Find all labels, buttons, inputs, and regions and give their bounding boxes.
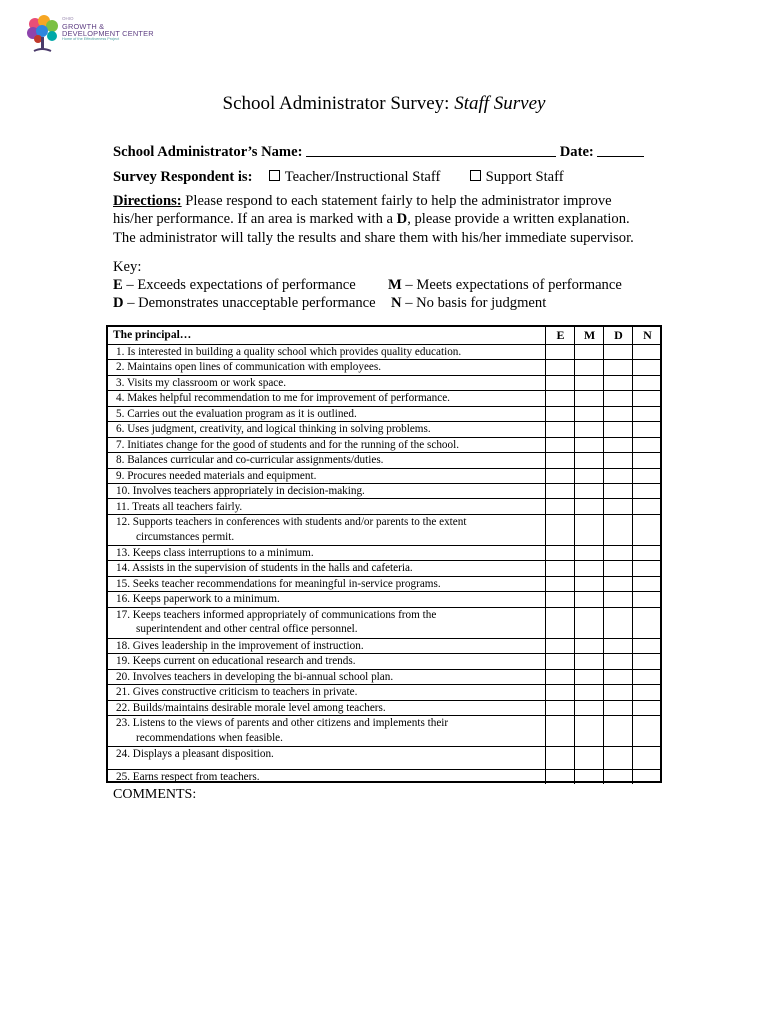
rating-cell-m[interactable] [575, 653, 603, 668]
survey-item-text [116, 561, 542, 576]
rating-cell-m[interactable] [575, 499, 603, 514]
rating-cell-d[interactable] [604, 684, 632, 699]
rating-cell-d[interactable] [604, 437, 632, 452]
rating-cell-n[interactable] [633, 499, 661, 514]
survey-item-text [116, 670, 542, 685]
survey-item-line: 25. Earns respect from teachers. [116, 771, 260, 783]
survey-item-line: 13. Keeps class interruptions to a minimum. [116, 546, 314, 559]
survey-item-line: 15. Seeks teacher recommendations for meaningful in-service programs. [116, 577, 441, 590]
key-line-2 [113, 295, 547, 312]
rating-cell-m[interactable] [575, 344, 603, 359]
column-header-m: M [583, 328, 596, 342]
survey-item-text [116, 546, 542, 561]
survey-item-text [116, 701, 542, 716]
rating-cell-n[interactable] [633, 607, 661, 638]
survey-item-continuation: recommendations when feasible. [136, 731, 283, 744]
table-row [108, 591, 660, 607]
survey-item-line: 14. Assists in the supervision of students in the halls and cafeteria. [116, 562, 413, 575]
name-field[interactable] [306, 142, 556, 157]
rating-cell-n[interactable] [633, 390, 661, 405]
table-row [108, 483, 660, 499]
table-row [108, 576, 660, 592]
survey-item-line: 3. Visits my classroom or work space. [116, 376, 287, 389]
survey-item-text [116, 716, 542, 745]
rating-cell-m[interactable] [575, 452, 603, 467]
comments-label: COMMENTS: [113, 787, 197, 802]
rating-cell-d[interactable] [604, 560, 632, 575]
directions-d-letter: D [396, 211, 408, 227]
survey-item-text [116, 654, 542, 669]
table-row [108, 715, 660, 747]
rating-cell-m[interactable] [575, 514, 603, 545]
survey-item-line: 24. Displays a pleasant disposition. [116, 748, 274, 760]
rating-cell-e[interactable] [546, 746, 574, 769]
table-row [108, 499, 660, 515]
rating-cell-e[interactable] [546, 700, 574, 715]
survey-item-continuation: superintendent and other central office personnel. [136, 623, 358, 636]
rating-cell-e[interactable] [546, 653, 574, 668]
rating-cell-e[interactable] [546, 406, 574, 421]
rating-cell-n[interactable] [633, 560, 661, 575]
rating-cell-e[interactable] [546, 607, 574, 638]
key-label: Key: [113, 259, 142, 275]
support-staff-checkbox[interactable] [470, 170, 481, 181]
rating-cell-e[interactable] [546, 499, 574, 514]
table-row [108, 390, 660, 406]
survey-item-line: 9. Procures needed materials and equipment. [116, 469, 317, 482]
name-date-line [113, 142, 644, 161]
rating-cell-d[interactable] [604, 375, 632, 390]
rating-cell-m[interactable] [575, 359, 603, 374]
rating-cell-m[interactable] [575, 607, 603, 638]
table-row [108, 359, 660, 375]
table-row [108, 653, 660, 669]
rating-cell-n[interactable] [633, 684, 661, 699]
table-row [108, 669, 660, 685]
table-row [108, 746, 660, 770]
rating-cell-m[interactable] [575, 421, 603, 436]
survey-item-line: 10. Involves teachers appropriately in decision-making. [116, 485, 365, 498]
page-title [0, 93, 768, 115]
rating-cell-d[interactable] [604, 514, 632, 545]
rating-cell-n[interactable] [633, 483, 661, 498]
rating-cell-d[interactable] [604, 406, 632, 421]
rating-cell-d[interactable] [604, 715, 632, 746]
rating-cell-m[interactable] [575, 390, 603, 405]
rating-cell-n[interactable] [633, 545, 661, 560]
rating-cell-d[interactable] [604, 483, 632, 498]
table-row [108, 638, 660, 654]
survey-item-line: 20. Involves teachers in developing the bi-annual school plan. [116, 670, 394, 683]
rating-cell-n[interactable] [633, 359, 661, 374]
survey-item-text [116, 592, 542, 607]
logo-state: OHIO [62, 16, 74, 21]
rating-cell-m[interactable] [575, 483, 603, 498]
rating-cell-m[interactable] [575, 560, 603, 575]
rating-cell-d[interactable] [604, 576, 632, 591]
rating-cell-n[interactable] [633, 653, 661, 668]
rating-cell-d[interactable] [604, 669, 632, 684]
rating-cell-n[interactable] [633, 576, 661, 591]
respondent-label: Survey Respondent is: [113, 169, 253, 185]
directions-line-2 [113, 211, 630, 228]
rating-cell-d[interactable] [604, 359, 632, 374]
rating-cell-e[interactable] [546, 684, 574, 699]
survey-item-text [116, 484, 542, 499]
table-row [108, 344, 660, 360]
table-header-label: The principal… [113, 329, 192, 341]
survey-item-line: 2. Maintains open lines of communication with employees. [116, 361, 382, 374]
rating-cell-m[interactable] [575, 715, 603, 746]
survey-item-text [116, 407, 542, 422]
respondent-line [113, 169, 564, 186]
rating-cell-e[interactable] [546, 421, 574, 436]
rating-cell-m[interactable] [575, 437, 603, 452]
rating-cell-n[interactable] [633, 421, 661, 436]
rating-cell-n[interactable] [633, 591, 661, 606]
rating-cell-m[interactable] [575, 545, 603, 560]
survey-item-continuation: circumstances permit. [136, 530, 235, 543]
survey-item-text [116, 453, 542, 468]
rating-cell-m[interactable] [575, 700, 603, 715]
rating-cell-d[interactable] [604, 638, 632, 653]
directions-text-2a: his/her performance. If an area is marked with a [113, 211, 397, 227]
column-header-n: N [643, 328, 652, 342]
survey-item-text [116, 500, 542, 515]
table-row [108, 684, 660, 700]
rating-cell-e[interactable] [546, 468, 574, 483]
table-row [108, 769, 660, 784]
rating-cell-e[interactable] [546, 359, 574, 374]
rating-cell-n[interactable] [633, 700, 661, 715]
rating-cell-e[interactable] [546, 437, 574, 452]
survey-item-text [116, 639, 542, 654]
rating-cell-e[interactable] [546, 514, 574, 545]
rating-cell-m[interactable] [575, 769, 603, 784]
survey-item-text [116, 685, 542, 700]
rating-cell-m[interactable] [575, 669, 603, 684]
survey-item-text [116, 360, 542, 375]
rating-cell-e[interactable] [546, 545, 574, 560]
rating-cell-n[interactable] [633, 769, 661, 784]
survey-item-line: 22. Builds/maintains desirable morale level among teachers. [116, 701, 386, 714]
rating-cell-n[interactable] [633, 437, 661, 452]
survey-item-text [116, 422, 542, 437]
survey-item-line: 16. Keeps paperwork to a minimum. [116, 593, 280, 606]
rating-cell-e[interactable] [546, 375, 574, 390]
rating-cell-m[interactable] [575, 746, 603, 769]
survey-item-line: 1. Is interested in building a quality school which provides quality education. [116, 346, 462, 358]
column-header-d: D [614, 328, 623, 342]
survey-item-line: 11. Treats all teachers fairly. [116, 500, 243, 513]
rating-cell-n[interactable] [633, 715, 661, 746]
rating-cell-d[interactable] [604, 390, 632, 405]
key-line-1 [113, 277, 622, 294]
rating-cell-e[interactable] [546, 715, 574, 746]
key-d-text: – Demonstrates unacceptable performance [123, 295, 376, 311]
rating-cell-d[interactable] [604, 653, 632, 668]
survey-item-line: 4. Makes helpful recommendation to me for improvement of performance. [116, 392, 450, 405]
table-row [108, 468, 660, 484]
rating-cell-e[interactable] [546, 452, 574, 467]
rating-cell-n[interactable] [633, 468, 661, 483]
rating-cell-m[interactable] [575, 591, 603, 606]
rating-cell-n[interactable] [633, 406, 661, 421]
table-row [108, 514, 660, 546]
survey-item-line: 19. Keeps current on educational research and trends. [116, 655, 356, 668]
survey-item-text [116, 469, 542, 484]
survey-item-text [116, 747, 542, 762]
directions-line-3: The administrator will tally the results and share them with his/her immediate supervisor. [113, 230, 634, 246]
survey-item-line: 17. Keeps teachers informed appropriately of communications from the [116, 608, 437, 621]
survey-item-line: 21. Gives constructive criticism to teachers in private. [116, 686, 358, 699]
rating-cell-m[interactable] [575, 406, 603, 421]
rating-cell-m[interactable] [575, 638, 603, 653]
column-header-e: E [556, 328, 565, 342]
rating-cell-n[interactable] [633, 344, 661, 359]
directions-line-1 [113, 193, 612, 210]
survey-item-line: 6. Uses judgment, creativity, and logical thinking in solving problems. [116, 423, 431, 436]
rating-cell-e[interactable] [546, 390, 574, 405]
rating-cell-e[interactable] [546, 769, 574, 784]
rating-cell-m[interactable] [575, 576, 603, 591]
teacher-option-label: Teacher/Instructional Staff [284, 169, 441, 185]
table-row [108, 700, 660, 716]
table-row [108, 375, 660, 391]
survey-item-line: 12. Supports teachers in conferences with students and/or parents to the extent [116, 515, 467, 528]
rating-cell-e[interactable] [546, 669, 574, 684]
rating-cell-m[interactable] [575, 375, 603, 390]
directions-label: Directions: [113, 193, 182, 209]
survey-item-text [116, 770, 542, 785]
org-logo [26, 15, 156, 55]
rating-cell-n[interactable] [633, 452, 661, 467]
rating-cell-d[interactable] [604, 607, 632, 638]
rating-cell-d[interactable] [604, 452, 632, 467]
date-field[interactable] [597, 142, 644, 157]
key-n-letter: N [391, 295, 402, 311]
rating-cell-d[interactable] [604, 545, 632, 560]
table-row [108, 452, 660, 468]
logo-line-2: DEVELOPMENT CENTER [62, 28, 154, 38]
rating-cell-e[interactable] [546, 576, 574, 591]
rating-cell-d[interactable] [604, 769, 632, 784]
survey-item-text [116, 577, 542, 592]
rating-cell-n[interactable] [633, 669, 661, 684]
survey-item-text [116, 608, 542, 637]
survey-item-text [116, 345, 542, 360]
key-m-letter: M [388, 277, 402, 293]
survey-item-line: 23. Listens to the views of parents and other citizens and implements their [116, 717, 449, 729]
logo-tagline: Home of the Effectiveness Project [62, 37, 120, 42]
rating-cell-d[interactable] [604, 344, 632, 359]
rating-cell-n[interactable] [633, 638, 661, 653]
directions-text-1: Please respond to each statement fairly to help the administrator improve [181, 193, 612, 209]
table-row [108, 607, 660, 639]
rating-cell-m[interactable] [575, 468, 603, 483]
rating-cell-d[interactable] [604, 746, 632, 769]
survey-item-text [116, 376, 542, 391]
survey-item-line: 5. Carries out the evaluation program as it is outlined. [116, 407, 357, 420]
rating-cell-d[interactable] [604, 421, 632, 436]
rating-cell-d[interactable] [604, 591, 632, 606]
survey-table [106, 325, 662, 783]
table-row [108, 421, 660, 437]
survey-item-text [116, 438, 542, 453]
survey-item-line: 7. Initiates change for the good of students and for the running of the school. [116, 438, 459, 451]
key-e-letter: E [113, 277, 123, 293]
survey-item-text [116, 391, 542, 406]
rating-cell-e[interactable] [546, 560, 574, 575]
table-row [108, 560, 660, 576]
rating-cell-e[interactable] [546, 483, 574, 498]
key-d-letter: D [113, 295, 124, 311]
teacher-checkbox[interactable] [269, 170, 280, 181]
date-label: Date: [559, 144, 594, 160]
rating-cell-d[interactable] [604, 700, 632, 715]
support-option-label: Support Staff [485, 169, 564, 185]
rating-cell-m[interactable] [575, 684, 603, 699]
rating-cell-e[interactable] [546, 344, 574, 359]
rating-cell-n[interactable] [633, 514, 661, 545]
directions-text-2c: , please provide a written explanation. [407, 211, 630, 227]
key-e-text: – Exceeds expectations of performance [122, 277, 356, 293]
rating-cell-d[interactable] [604, 499, 632, 514]
table-row [108, 406, 660, 422]
key-m-text: – Meets expectations of performance [401, 277, 622, 293]
rating-cell-d[interactable] [604, 468, 632, 483]
rating-cell-e[interactable] [546, 591, 574, 606]
key-n-text: – No basis for judgment [401, 295, 547, 311]
title-italic: Staff Survey [454, 93, 546, 114]
table-row [108, 437, 660, 453]
survey-item-text [116, 515, 542, 544]
rating-cell-n[interactable] [633, 375, 661, 390]
logo-line-1: GROWTH & [62, 21, 105, 31]
survey-item-line: 8. Balances curricular and co-curricular assignments/duties. [116, 454, 384, 467]
survey-item-line: 18. Gives leadership in the improvement of instruction. [116, 639, 364, 652]
rating-cell-e[interactable] [546, 638, 574, 653]
table-row [108, 545, 660, 561]
table-header-row [108, 327, 660, 345]
tree-logo-icon [26, 15, 60, 55]
name-label: School Administrator’s Name: [113, 144, 303, 160]
title-main: School Administrator Survey: [222, 93, 455, 114]
rating-cell-n[interactable] [633, 746, 661, 769]
